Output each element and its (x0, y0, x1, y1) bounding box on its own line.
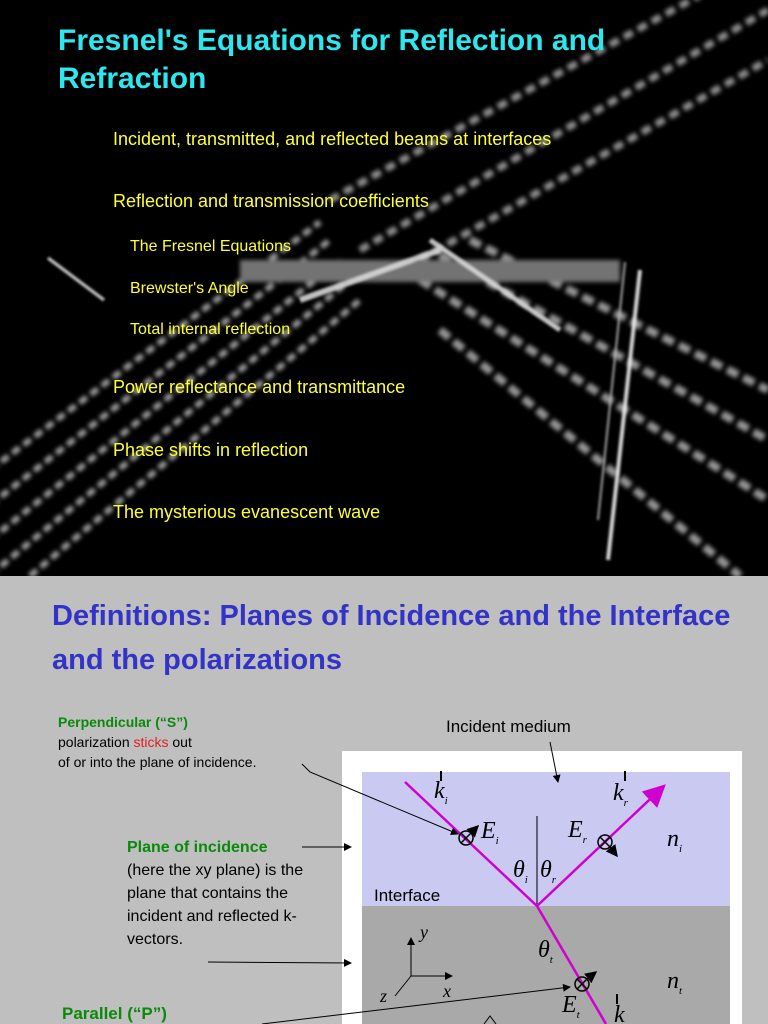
list-item: Phase shifts in reflection (113, 440, 309, 460)
k-reflected-label: $k_r$ (613, 780, 628, 809)
plane-of-incidence-text (127, 836, 327, 951)
list-subitem: Brewster's Angle (130, 280, 249, 297)
e-transmitted-label: $E_t$ (562, 992, 580, 1021)
y-axis-label: y (420, 922, 428, 942)
perpendicular-heading: Perpendicular (“S”) (58, 714, 188, 730)
slide-2-title: Definitions: Planes of Incidence and the Interface and the polarizations (52, 600, 731, 676)
z-axis-label: z (380, 986, 388, 1006)
list-subitem: Total internal reflection (130, 321, 291, 338)
theta-reflected-label: $\theta_r$ (540, 857, 557, 886)
sticks-word: sticks (133, 734, 169, 750)
perpendicular-line1b: out (168, 734, 192, 750)
polarization-diagram (0, 576, 768, 1024)
list-item: Power reflectance and transmittance (113, 377, 406, 397)
parallel-heading: Parallel (“P”) (62, 1004, 167, 1023)
x-axis-label: x (443, 981, 451, 1001)
perpendicular-line1a: polarization (58, 734, 134, 750)
theta-transmitted-label: $\theta_t$ (538, 937, 553, 966)
perpendicular-text (58, 712, 318, 772)
list-subitem: The Fresnel Equations (130, 238, 291, 255)
interface-label: Interface (374, 886, 441, 905)
list-item: Incident, transmitted, and reflected beams at interfaces (113, 129, 552, 149)
slide-2 (0, 576, 768, 1024)
perpendicular-line2: of or into the plane of incidence. (58, 754, 257, 770)
incident-medium-label: Incident medium (446, 717, 571, 736)
plane-heading: Plane of incidence (127, 839, 268, 856)
vectors-arrow (208, 962, 351, 963)
n-transmitted-label: $n_t$ (667, 968, 683, 997)
slide-1-title: Fresnel's Equations for Reflection and Refraction (58, 24, 606, 95)
list-item: The mysterious evanescent wave (113, 502, 381, 522)
list-item: Reflection and transmission coefficients (113, 191, 429, 211)
e-reflected-label: $E_r$ (568, 817, 587, 846)
n-incident-label: $n_i$ (667, 826, 683, 855)
k-incident-label: $k_i$ (434, 778, 448, 807)
theta-incident-label: $\theta_i$ (513, 857, 528, 886)
e-incident-label: $E_i$ (481, 818, 499, 847)
k-transmitted-label: k (614, 1002, 625, 1024)
plane-body: (here the xy plane) is the plane that contains the incident and reflected k-vectors. (127, 862, 304, 948)
